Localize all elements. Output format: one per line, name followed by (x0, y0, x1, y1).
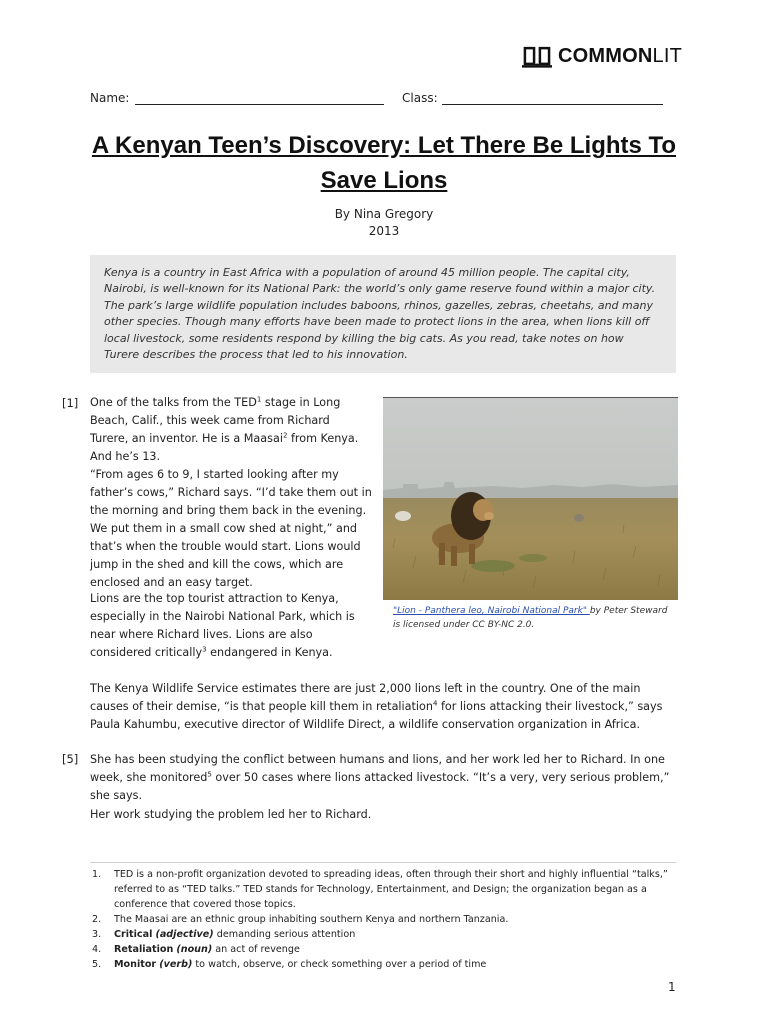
photo-caption: "Lion - Panthera leo, Nairobi National Park" by Peter Steward is licensed under CC BY-NC 2.0. (393, 606, 668, 630)
class-field[interactable] (442, 104, 663, 105)
footnote-3: 3. Critical (adjective) demanding serious attention (92, 929, 356, 940)
paragraph-number-1: [1] (62, 396, 79, 410)
intro-box (90, 255, 676, 373)
commonlit-logo (522, 40, 682, 72)
year: 2013 (368, 224, 400, 238)
paragraph-1: One of the talks from the TED$^1$ stage in Long Beach, Calif., this week came from Richard Turere, an inventor. He is a Maasai$^2$ from Kenya. And he’s 13. (90, 395, 359, 463)
author: By Nina Gregory (334, 207, 434, 221)
logo-text: COMMONLIT (557, 44, 682, 67)
class-label: Class: (402, 91, 438, 105)
paragraph-4: The Kenya Wildlife Service estimates there are just 2,000 lions left in the country. One of the main causes of their demise, “is that people kill them in retaliation$^4$ for lions attacking their livestock,” says Paula Kahumbu, executive director of Wildlife Direct, a wildlife conservation organization in Africa. (90, 682, 663, 731)
intro-text: Kenya is a country in East Africa with a population of around 45 million people. The capital city, Nairobi, is well-known for its National Park: the world’s only game reserve found within a major city. The park’s large wildlife population includes baboons, rhinos, gazelles, zebras, cheetahs, and many other species. Though many efforts have been made to protect lions in the area, when lions kill off local livestock, some residents respond by killing the big cats. As you read, take notes on how Turere describes the process that led to his innovation. (104, 266, 656, 362)
footnote-ref-5[interactable]: 5 (207, 770, 212, 779)
footnote-ref-4[interactable]: 4 (432, 699, 438, 708)
lion-photo (383, 397, 678, 600)
footnote-5: 5. Monitor (verb) to watch, observe, or check something over a period of time (92, 959, 487, 970)
lion-image (383, 398, 678, 600)
footnote-2: 2. The Maasai are an ethnic group inhabiting southern Kenya and northern Tanzania. (92, 914, 509, 925)
paragraph-number-5: [5] (62, 752, 79, 766)
footnote-ref-2[interactable]: 2 (282, 431, 288, 440)
paragraph-5: She has been studying the conflict between humans and lions, and her work led her to Richard. In one week, she monitored$^5$ over 50 cases where lions attacked livestock. “It’s a very, very serious problem,” she says. (90, 753, 670, 802)
paragraph-3: Lions are the top tourist attraction to Kenya, especially in the Nairobi National Park, which is near where Richard lives. Lions are also considered critically$^3$ endangered in Kenya. (90, 592, 355, 659)
footnote-ref-3[interactable]: 3 (202, 645, 207, 654)
footnote-ref-1[interactable]: 1 (256, 395, 262, 404)
byline (0, 206, 768, 240)
name-field[interactable] (135, 104, 384, 105)
paragraph-6: Her work studying the problem led her to Richard. (90, 808, 372, 821)
photo-source-link[interactable]: "Lion - Panthera leo, Nairobi National Park" (393, 606, 590, 616)
page-title: A Kenyan Teen’s Discovery: Let There Be Lights To Save Lions (91, 132, 677, 194)
footnote-divider (90, 862, 676, 863)
footnote-4: 4. Retaliation (noun) an act of revenge (92, 944, 300, 955)
paragraph-2: “From ages 6 to 9, I started looking after my father’s cows,” Richard says. “I’d take them out in the morning and bring them back in the evening. We put them in a small cow shed at night,” and that’s when the trouble would start. Lions would jump in the shed and kill the cows, which are enclosed and an easy target. (90, 468, 372, 589)
page-number: 1 (668, 980, 676, 994)
name-label: Name: (90, 91, 130, 105)
footnote-1: 1. TED is a non-profit organization devoted to spreading ideas, often through their short and highly influential “talks,” referred to as “TED talks.” TED stands for Technology, Entertainment, and Design; the organization began as a conference that covered those topics. (92, 869, 668, 910)
open-book-icon (522, 41, 552, 71)
